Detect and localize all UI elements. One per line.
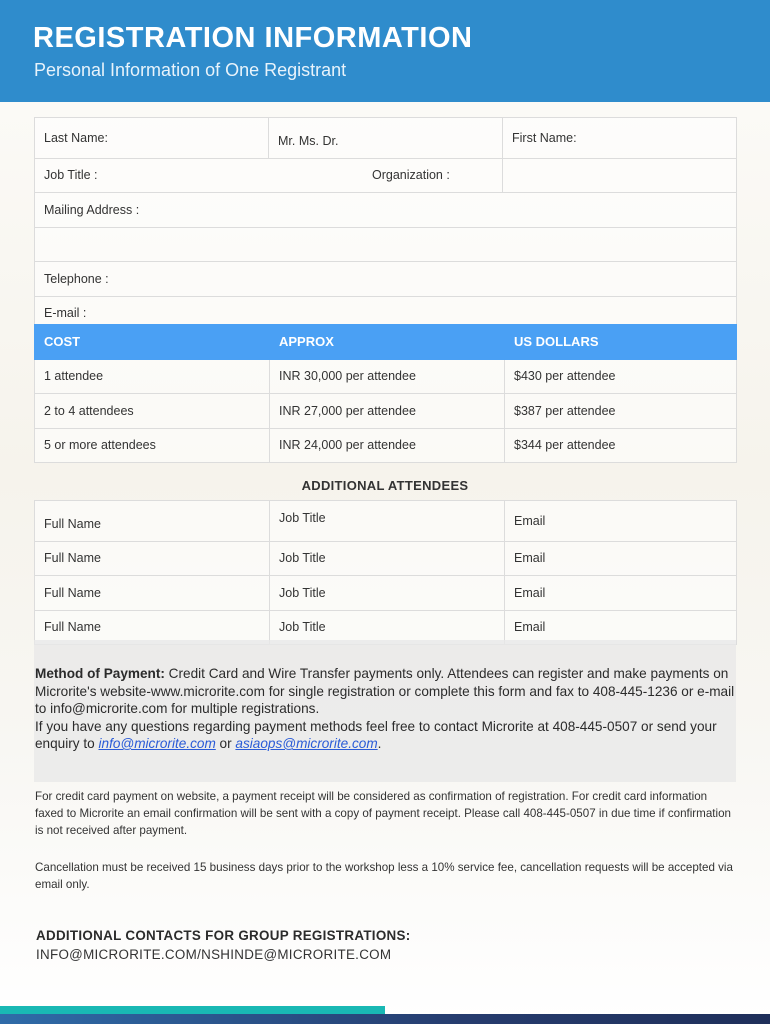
cost-cell: 5 or more attendees — [35, 428, 270, 463]
page-subtitle: Personal Information of One Registrant — [34, 60, 347, 80]
additional-attendees-heading: ADDITIONAL ATTENDEES — [301, 478, 469, 493]
email-field[interactable]: Email — [505, 541, 737, 576]
job-title-label: Job Title : — [44, 168, 98, 183]
job-title-field[interactable] — [35, 158, 503, 193]
cost-table — [34, 324, 737, 463]
payment-description: Credit Card and Wire Transfer payments only. Attendees can register and make payments on Microrite's website-www.microrite.com for single registration or complete this form and fax to 408-445-1236 or e-mail to info@microrite.com for multiple registrations. — [35, 666, 735, 716]
cost-table-header — [35, 325, 737, 360]
registrant-form — [34, 117, 737, 331]
payment-or: or — [215, 736, 236, 751]
full-name-field[interactable]: Full Name — [35, 501, 270, 542]
telephone-field[interactable]: Telephone : — [35, 262, 737, 297]
asiaops-email-link[interactable]: asiaops@microrite.com — [235, 736, 378, 751]
table-row — [35, 359, 737, 394]
full-name-field[interactable]: Full Name — [35, 610, 270, 645]
page-title: REGISTRATION INFORMATION — [33, 22, 473, 54]
organization-field[interactable] — [503, 158, 737, 193]
usd-cell: $344 per attendee — [505, 428, 737, 463]
approx-header: APPROX — [270, 325, 505, 360]
job-title-field[interactable]: Job Title — [270, 541, 505, 576]
cost-header: COST — [35, 325, 270, 360]
first-name-field[interactable]: First Name: — [503, 118, 737, 159]
contacts-title: ADDITIONAL CONTACTS FOR GROUP REGISTRATIONS: — [36, 928, 411, 943]
salutation-field[interactable]: Mr. Ms. Dr. — [269, 118, 503, 159]
mailing-address-line2[interactable] — [35, 227, 737, 262]
info-email-link[interactable]: info@microrite.com — [98, 736, 216, 751]
job-title-field[interactable]: Job Title — [270, 576, 505, 611]
additional-attendees-table — [34, 500, 737, 645]
footer-bar — [0, 1014, 770, 1024]
email-field[interactable]: Email — [505, 501, 737, 542]
table-row — [35, 428, 737, 463]
contacts-emails: INFO@MICRORITE.COM/NSHINDE@MICRORITE.COM — [36, 947, 392, 962]
cost-cell: 1 attendee — [35, 359, 270, 394]
mailing-address-field[interactable]: Mailing Address : — [35, 193, 737, 228]
payment-end: . — [377, 736, 382, 751]
usd-header: US DOLLARS — [505, 325, 737, 360]
job-title-field[interactable]: Job Title — [270, 501, 505, 542]
payment-method-text — [35, 665, 735, 753]
usd-cell: $387 per attendee — [505, 394, 737, 429]
cost-cell: 2 to 4 attendees — [35, 394, 270, 429]
full-name-field[interactable]: Full Name — [35, 576, 270, 611]
approx-cell: INR 30,000 per attendee — [270, 359, 505, 394]
email-field[interactable]: E-mail : — [35, 296, 737, 331]
payment-label: Method of Payment: — [35, 666, 165, 681]
approx-cell: INR 27,000 per attendee — [270, 394, 505, 429]
attendee-row — [35, 576, 737, 611]
table-row — [35, 394, 737, 429]
attendee-row — [35, 541, 737, 576]
approx-cell: INR 24,000 per attendee — [270, 428, 505, 463]
cancellation-note: Cancellation must be received 15 business days prior to the workshop less a 10% service fee, cancellation requests will be accepted via email only. — [35, 861, 733, 891]
payment-contact-text: If you have any questions regarding payment methods feel free to contact Microrite at 408-445-0507 or send your enquiry to — [35, 718, 717, 751]
last-name-field[interactable]: Last Name: — [35, 118, 269, 159]
attendee-row — [35, 501, 737, 542]
usd-cell: $430 per attendee — [505, 359, 737, 394]
footer-accent-bar — [0, 1006, 385, 1014]
email-field[interactable]: Email — [505, 576, 737, 611]
page-header — [0, 0, 770, 102]
job-title-field[interactable]: Job Title — [270, 610, 505, 645]
full-name-field[interactable]: Full Name — [35, 541, 270, 576]
organization-label: Organization : — [372, 167, 450, 182]
credit-card-note: For credit card payment on website, a payment receipt will be considered as confirmation of registration. For credit card information faxed to Microrite an email confirmation will be sent with a copy of payment receipt. Please call 408-445-0507 in due time if confirmation is not received after payment. — [35, 790, 731, 837]
email-field[interactable]: Email — [505, 610, 737, 645]
